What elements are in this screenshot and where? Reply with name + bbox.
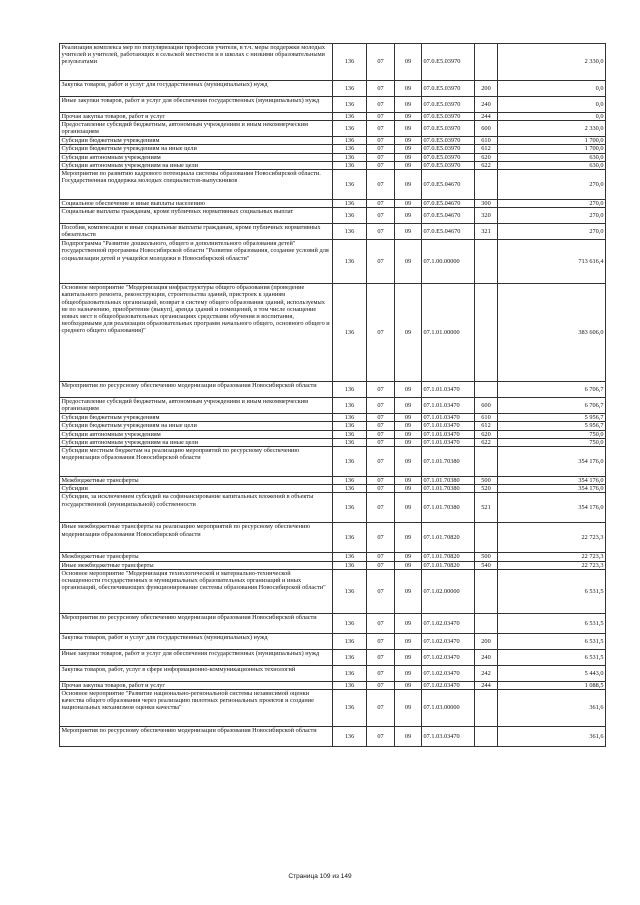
- row-name-cell: Субсидии бюджетным учреждениям: [60, 137, 333, 145]
- table-row: [60, 649, 606, 665]
- target-item-code-cell: 07.0.E5.03970: [422, 44, 475, 81]
- grbs-code-cell: 136: [333, 553, 367, 561]
- grbs-code-cell: 136: [333, 170, 367, 200]
- expense-type-code-cell: 612: [475, 422, 498, 430]
- table-row: [60, 170, 606, 200]
- subsection-code-cell: 09: [395, 224, 422, 240]
- target-item-code-cell: 07.0.E5.04670: [422, 208, 475, 224]
- section-code-cell: 07: [367, 430, 395, 438]
- expense-type-code-cell: [475, 44, 498, 81]
- grbs-code-cell: 136: [333, 447, 367, 477]
- section-code-cell: 07: [367, 224, 395, 240]
- subsection-code-cell: 09: [395, 382, 422, 398]
- section-code-cell: 07: [367, 113, 395, 121]
- amount-cell: 354 176,0: [498, 447, 606, 477]
- row-name-cell: Мероприятия по развитию кадрового потенциала системы образования Новосибирской области. Государственная поддержка молодых специалистов-выпускников: [60, 170, 333, 200]
- section-code-cell: 07: [367, 727, 395, 747]
- budget-table: [59, 43, 606, 747]
- expense-type-code-cell: [475, 240, 498, 284]
- table-row: [60, 569, 606, 613]
- subsection-code-cell: 09: [395, 485, 422, 493]
- amount-cell: 1 088,5: [498, 681, 606, 689]
- grbs-code-cell: 136: [333, 208, 367, 224]
- row-name-cell: Субсидии местным бюджетам на реализацию мероприятий по ресурсному обеспечению модернизации образования Новосибирской области: [60, 447, 333, 477]
- amount-cell: 6 531,5: [498, 633, 606, 649]
- row-name-cell: Межбюджетные трансферты: [60, 477, 333, 485]
- amount-cell: 750,0: [498, 430, 606, 438]
- section-code-cell: 07: [367, 493, 395, 523]
- expense-type-code-cell: [475, 382, 498, 398]
- section-code-cell: 07: [367, 523, 395, 553]
- expense-type-code-cell: 244: [475, 113, 498, 121]
- target-item-code-cell: 07.1.02.03470: [422, 633, 475, 649]
- expense-type-code-cell: 320: [475, 208, 498, 224]
- expense-type-code-cell: 612: [475, 145, 498, 153]
- row-name-cell: Закупка товаров, работ и услуг для государственных (муниципальных) нужд: [60, 81, 333, 97]
- subsection-code-cell: 09: [395, 561, 422, 569]
- target-item-code-cell: 07.1.01.03470: [422, 430, 475, 438]
- grbs-code-cell: 136: [333, 224, 367, 240]
- amount-cell: 630,0: [498, 153, 606, 161]
- table-body: [60, 44, 606, 747]
- target-item-code-cell: 07.1.03.00000: [422, 690, 475, 727]
- grbs-code-cell: 136: [333, 414, 367, 422]
- row-name-cell: Субсидии автономным учреждениям: [60, 430, 333, 438]
- expense-type-code-cell: [475, 727, 498, 747]
- target-item-code-cell: 07.1.01.70820: [422, 553, 475, 561]
- table-row: [60, 240, 606, 284]
- section-code-cell: 07: [367, 161, 395, 169]
- section-code-cell: 07: [367, 44, 395, 81]
- expense-type-code-cell: [475, 613, 498, 633]
- target-item-code-cell: 07.1.01.70820: [422, 561, 475, 569]
- section-code-cell: 07: [367, 633, 395, 649]
- subsection-code-cell: 09: [395, 690, 422, 727]
- section-code-cell: 07: [367, 97, 395, 113]
- amount-cell: 6 531,5: [498, 613, 606, 633]
- amount-cell: 361,6: [498, 727, 606, 747]
- grbs-code-cell: 136: [333, 97, 367, 113]
- subsection-code-cell: 09: [395, 398, 422, 414]
- row-name-cell: Закупка товаров, работ и услуг для государственных (муниципальных) нужд: [60, 633, 333, 649]
- subsection-code-cell: 09: [395, 727, 422, 747]
- table-row: [60, 665, 606, 681]
- subsection-code-cell: 09: [395, 447, 422, 477]
- row-name-cell: Закупка товаров, работ, услуг в сфере информационно-коммуникационных технологий: [60, 665, 333, 681]
- target-item-code-cell: 07.0.E5.03970: [422, 137, 475, 145]
- expense-type-code-cell: 200: [475, 633, 498, 649]
- table-row: [60, 81, 606, 97]
- section-code-cell: 07: [367, 414, 395, 422]
- expense-type-code-cell: [475, 284, 498, 382]
- target-item-code-cell: 07.1.02.03470: [422, 613, 475, 633]
- section-code-cell: 07: [367, 121, 395, 137]
- table-row: [60, 561, 606, 569]
- subsection-code-cell: 09: [395, 81, 422, 97]
- target-item-code-cell: 07.1.01.03470: [422, 398, 475, 414]
- row-name-cell: Предоставление субсидий бюджетным, автономным учреждениям и иным некоммерческим организациям: [60, 121, 333, 137]
- amount-cell: 270,0: [498, 224, 606, 240]
- section-code-cell: 07: [367, 553, 395, 561]
- table-row: [60, 485, 606, 493]
- grbs-code-cell: 136: [333, 113, 367, 121]
- expense-type-code-cell: 500: [475, 553, 498, 561]
- row-name-cell: Субсидии: [60, 485, 333, 493]
- section-code-cell: 07: [367, 398, 395, 414]
- table-row: [60, 145, 606, 153]
- table-row: [60, 438, 606, 446]
- table-row: [60, 44, 606, 81]
- target-item-code-cell: 07.1.02.03470: [422, 649, 475, 665]
- subsection-code-cell: 09: [395, 477, 422, 485]
- target-item-code-cell: 07.1.01.03470: [422, 382, 475, 398]
- subsection-code-cell: 09: [395, 208, 422, 224]
- table-row: [60, 690, 606, 727]
- target-item-code-cell: 07.1.02.03470: [422, 665, 475, 681]
- expense-type-code-cell: 521: [475, 493, 498, 523]
- table-row: [60, 727, 606, 747]
- target-item-code-cell: 07.1.01.03470: [422, 438, 475, 446]
- table-row: [60, 553, 606, 561]
- amount-cell: 0,0: [498, 113, 606, 121]
- table-row: [60, 121, 606, 137]
- table-row: [60, 447, 606, 477]
- expense-type-code-cell: 620: [475, 153, 498, 161]
- row-name-cell: Мероприятия по ресурсному обеспечению модернизации образования Новосибирской области: [60, 613, 333, 633]
- subsection-code-cell: 09: [395, 493, 422, 523]
- grbs-code-cell: 136: [333, 161, 367, 169]
- amount-cell: 1 700,0: [498, 145, 606, 153]
- table-row: [60, 613, 606, 633]
- grbs-code-cell: 136: [333, 398, 367, 414]
- subsection-code-cell: 09: [395, 153, 422, 161]
- table-row: [60, 398, 606, 414]
- subsection-code-cell: 09: [395, 681, 422, 689]
- expense-type-code-cell: 610: [475, 414, 498, 422]
- table-row: [60, 161, 606, 169]
- table-row: [60, 153, 606, 161]
- subsection-code-cell: 09: [395, 438, 422, 446]
- expense-type-code-cell: [475, 523, 498, 553]
- amount-cell: 354 176,0: [498, 485, 606, 493]
- section-code-cell: 07: [367, 485, 395, 493]
- row-name-cell: Прочая закупка товаров, работ и услуг: [60, 113, 333, 121]
- grbs-code-cell: 136: [333, 145, 367, 153]
- expense-type-code-cell: [475, 447, 498, 477]
- expense-type-code-cell: 600: [475, 121, 498, 137]
- section-code-cell: 07: [367, 145, 395, 153]
- target-item-code-cell: 07.1.03.03470: [422, 727, 475, 747]
- row-name-cell: Иные закупки товаров, работ и услуг для обеспечения государственных (муниципальных) нужд: [60, 649, 333, 665]
- table-row: [60, 113, 606, 121]
- row-name-cell: Субсидии автономным учреждениям на иные цели: [60, 161, 333, 169]
- grbs-code-cell: 136: [333, 438, 367, 446]
- expense-type-code-cell: 321: [475, 224, 498, 240]
- target-item-code-cell: 07.0.E5.03970: [422, 161, 475, 169]
- target-item-code-cell: 07.1.01.70820: [422, 523, 475, 553]
- row-name-cell: Основное мероприятие "Развитие национально-региональной системы независимой оценки качества общего образования через реализацию пилотных региональных проектов и создание национальных механизмов оценки качества": [60, 690, 333, 727]
- section-code-cell: 07: [367, 613, 395, 633]
- subsection-code-cell: 09: [395, 240, 422, 284]
- grbs-code-cell: 136: [333, 81, 367, 97]
- amount-cell: 2 330,0: [498, 121, 606, 137]
- table-row: [60, 430, 606, 438]
- section-code-cell: 07: [367, 284, 395, 382]
- amount-cell: 361,6: [498, 690, 606, 727]
- expense-type-code-cell: 622: [475, 161, 498, 169]
- subsection-code-cell: 09: [395, 649, 422, 665]
- expense-type-code-cell: 622: [475, 438, 498, 446]
- subsection-code-cell: 09: [395, 422, 422, 430]
- section-code-cell: 07: [367, 438, 395, 446]
- row-name-cell: Подпрограмма "Развитие дошкольного, общего и дополнительного образования детей" государственной программы Новосибирской области "Развитие образования, создание условий для социализации детей и учащейся молодежи в Новосибирской области": [60, 240, 333, 284]
- section-code-cell: 07: [367, 422, 395, 430]
- section-code-cell: 07: [367, 561, 395, 569]
- target-item-code-cell: 07.0.E5.03970: [422, 97, 475, 113]
- row-name-cell: Пособия, компенсации и иные социальные выплаты гражданам, кроме публичных нормативных обязательств: [60, 224, 333, 240]
- amount-cell: 2 330,0: [498, 44, 606, 81]
- subsection-code-cell: 09: [395, 200, 422, 208]
- target-item-code-cell: 07.0.E5.04670: [422, 200, 475, 208]
- subsection-code-cell: 09: [395, 430, 422, 438]
- expense-type-code-cell: 500: [475, 477, 498, 485]
- subsection-code-cell: 09: [395, 97, 422, 113]
- grbs-code-cell: 136: [333, 422, 367, 430]
- row-name-cell: Прочая закупка товаров, работ и услуг: [60, 681, 333, 689]
- row-name-cell: Мероприятия по ресурсному обеспечению модернизации образования Новосибирской области: [60, 727, 333, 747]
- amount-cell: 0,0: [498, 81, 606, 97]
- row-name-cell: Субсидии бюджетным учреждениям: [60, 414, 333, 422]
- target-item-code-cell: 07.0.E5.03970: [422, 153, 475, 161]
- subsection-code-cell: 09: [395, 553, 422, 561]
- section-code-cell: 07: [367, 649, 395, 665]
- table-row: [60, 477, 606, 485]
- row-name-cell: Социальные выплаты гражданам, кроме публичных нормативных социальных выплат: [60, 208, 333, 224]
- target-item-code-cell: 07.1.02.00000: [422, 569, 475, 613]
- grbs-code-cell: 136: [333, 382, 367, 398]
- grbs-code-cell: 136: [333, 681, 367, 689]
- amount-cell: 22 723,3: [498, 561, 606, 569]
- amount-cell: 270,0: [498, 208, 606, 224]
- section-code-cell: 07: [367, 137, 395, 145]
- table-row: [60, 422, 606, 430]
- table-row: [60, 208, 606, 224]
- row-name-cell: Субсидии бюджетным учреждениям на иные цели: [60, 422, 333, 430]
- table-row: [60, 284, 606, 382]
- subsection-code-cell: 09: [395, 161, 422, 169]
- target-item-code-cell: 07.1.01.70380: [422, 447, 475, 477]
- amount-cell: 6 531,5: [498, 649, 606, 665]
- row-name-cell: Иные межбюджетные трансферты на реализацию мероприятий по ресурсному обеспечению модернизации образования Новосибирской области: [60, 523, 333, 553]
- expense-type-code-cell: 540: [475, 561, 498, 569]
- subsection-code-cell: 09: [395, 44, 422, 81]
- grbs-code-cell: 136: [333, 240, 367, 284]
- section-code-cell: 07: [367, 200, 395, 208]
- row-name-cell: Иные закупки товаров, работ и услуг для обеспечения государственных (муниципальных) нужд: [60, 97, 333, 113]
- expense-type-code-cell: 242: [475, 665, 498, 681]
- expense-type-code-cell: 620: [475, 430, 498, 438]
- amount-cell: 22 723,3: [498, 523, 606, 553]
- target-item-code-cell: 07.1.01.00000: [422, 284, 475, 382]
- target-item-code-cell: 07.0.E5.04670: [422, 224, 475, 240]
- target-item-code-cell: 07.1.01.03470: [422, 422, 475, 430]
- amount-cell: 713 616,4: [498, 240, 606, 284]
- section-code-cell: 07: [367, 447, 395, 477]
- section-code-cell: 07: [367, 208, 395, 224]
- grbs-code-cell: 136: [333, 633, 367, 649]
- amount-cell: 630,0: [498, 161, 606, 169]
- subsection-code-cell: 09: [395, 170, 422, 200]
- grbs-code-cell: 136: [333, 493, 367, 523]
- row-name-cell: Субсидии бюджетным учреждениям на иные цели: [60, 145, 333, 153]
- expense-type-code-cell: 240: [475, 97, 498, 113]
- target-item-code-cell: 07.0.E5.03970: [422, 145, 475, 153]
- table-row: [60, 414, 606, 422]
- grbs-code-cell: 136: [333, 613, 367, 633]
- page-number: Страница 109 из 149: [288, 873, 352, 880]
- row-name-cell: Субсидии, за исключением субсидий на софинансирование капитальных вложений в объекты государственной (муниципальной) собственности: [60, 493, 333, 523]
- grbs-code-cell: 136: [333, 153, 367, 161]
- amount-cell: 270,0: [498, 170, 606, 200]
- row-name-cell: Мероприятия по ресурсному обеспечению модернизации образования Новосибирской области: [60, 382, 333, 398]
- amount-cell: 383 606,0: [498, 284, 606, 382]
- expense-type-code-cell: 520: [475, 485, 498, 493]
- amount-cell: 1 700,0: [498, 137, 606, 145]
- amount-cell: 6 706,7: [498, 398, 606, 414]
- section-code-cell: 07: [367, 81, 395, 97]
- subsection-code-cell: 09: [395, 613, 422, 633]
- target-item-code-cell: 07.1.01.70380: [422, 485, 475, 493]
- grbs-code-cell: 136: [333, 137, 367, 145]
- row-name-cell: Социальное обеспечение и иные выплаты населению: [60, 200, 333, 208]
- target-item-code-cell: 07.0.E5.04670: [422, 170, 475, 200]
- row-name-cell: Реализация комплекса мер по популяризации профессии учителя, в т.ч. меры поддержки молодых учителей и учителей, работающих в сельской местности и в школах с низкими образовательными результатами: [60, 44, 333, 81]
- grbs-code-cell: 136: [333, 121, 367, 137]
- table-row: [60, 382, 606, 398]
- grbs-code-cell: 136: [333, 561, 367, 569]
- target-item-code-cell: 07.1.01.03470: [422, 414, 475, 422]
- amount-cell: 750,0: [498, 438, 606, 446]
- subsection-code-cell: 09: [395, 113, 422, 121]
- expense-type-code-cell: 300: [475, 200, 498, 208]
- row-name-cell: Основное мероприятие "Модернизация инфраструктуры общего образования (проведение капитального ремонта, реконструкции, строительства зданий, пристроек к зданиям общеобразовательных организаций, возврат в систему общего образования зданий, используемых не по назначению, приобретение (выкуп), аренда зданий и помещений, в том числе оснащение новых мест в общеобразовательных организациях средствами обучения и воспитания, необходимыми для реализации образовательных программ начального общего, основного общего и среднего общего образования)": [60, 284, 333, 382]
- target-item-code-cell: 07.0.E5.03970: [422, 113, 475, 121]
- subsection-code-cell: 09: [395, 121, 422, 137]
- table-row: [60, 633, 606, 649]
- subsection-code-cell: 09: [395, 523, 422, 553]
- table-row: [60, 137, 606, 145]
- target-item-code-cell: 07.1.01.70380: [422, 493, 475, 523]
- grbs-code-cell: 136: [333, 430, 367, 438]
- expense-type-code-cell: [475, 569, 498, 613]
- amount-cell: 354 176,0: [498, 477, 606, 485]
- table-row: [60, 224, 606, 240]
- amount-cell: 5 956,7: [498, 422, 606, 430]
- subsection-code-cell: 09: [395, 414, 422, 422]
- amount-cell: 6 531,5: [498, 569, 606, 613]
- row-name-cell: Основное мероприятие "Модернизация технологической и материально-технической оснащенности государственных и муниципальных образовательных организаций и иных организаций, обеспечивающих функционирование системы образования Новосибирской области": [60, 569, 333, 613]
- target-item-code-cell: 07.1.00.00000: [422, 240, 475, 284]
- table-row: [60, 681, 606, 689]
- expense-type-code-cell: 600: [475, 398, 498, 414]
- amount-cell: 6 706,7: [498, 382, 606, 398]
- subsection-code-cell: 09: [395, 284, 422, 382]
- row-name-cell: Субсидии автономным учреждениям на иные цели: [60, 438, 333, 446]
- target-item-code-cell: 07.0.E5.03970: [422, 81, 475, 97]
- grbs-code-cell: 136: [333, 485, 367, 493]
- expense-type-code-cell: 244: [475, 681, 498, 689]
- amount-cell: 270,0: [498, 200, 606, 208]
- grbs-code-cell: 136: [333, 200, 367, 208]
- expense-type-code-cell: 610: [475, 137, 498, 145]
- table-row: [60, 97, 606, 113]
- table-row: [60, 493, 606, 523]
- grbs-code-cell: 136: [333, 665, 367, 681]
- section-code-cell: 07: [367, 382, 395, 398]
- section-code-cell: 07: [367, 681, 395, 689]
- section-code-cell: 07: [367, 477, 395, 485]
- grbs-code-cell: 136: [333, 727, 367, 747]
- grbs-code-cell: 136: [333, 690, 367, 727]
- amount-cell: 5 956,7: [498, 414, 606, 422]
- table-row: [60, 200, 606, 208]
- expense-type-code-cell: [475, 170, 498, 200]
- section-code-cell: 07: [367, 569, 395, 613]
- grbs-code-cell: 136: [333, 523, 367, 553]
- expense-type-code-cell: 240: [475, 649, 498, 665]
- amount-cell: 354 176,0: [498, 493, 606, 523]
- subsection-code-cell: 09: [395, 137, 422, 145]
- grbs-code-cell: 136: [333, 649, 367, 665]
- target-item-code-cell: 07.0.E5.03970: [422, 121, 475, 137]
- subsection-code-cell: 09: [395, 665, 422, 681]
- target-item-code-cell: 07.1.01.70380: [422, 477, 475, 485]
- subsection-code-cell: 09: [395, 569, 422, 613]
- amount-cell: 5 443,0: [498, 665, 606, 681]
- section-code-cell: 07: [367, 690, 395, 727]
- amount-cell: 0,0: [498, 97, 606, 113]
- grbs-code-cell: 136: [333, 284, 367, 382]
- row-name-cell: Межбюджетные трансферты: [60, 553, 333, 561]
- expense-type-code-cell: [475, 690, 498, 727]
- grbs-code-cell: 136: [333, 569, 367, 613]
- section-code-cell: 07: [367, 665, 395, 681]
- row-name-cell: Субсидии автономным учреждениям: [60, 153, 333, 161]
- subsection-code-cell: 09: [395, 633, 422, 649]
- subsection-code-cell: 09: [395, 145, 422, 153]
- row-name-cell: Иные межбюджетные трансферты: [60, 561, 333, 569]
- grbs-code-cell: 136: [333, 44, 367, 81]
- table-row: [60, 523, 606, 553]
- section-code-cell: 07: [367, 240, 395, 284]
- section-code-cell: 07: [367, 170, 395, 200]
- expense-type-code-cell: 200: [475, 81, 498, 97]
- target-item-code-cell: 07.1.02.03470: [422, 681, 475, 689]
- amount-cell: 22 723,3: [498, 553, 606, 561]
- grbs-code-cell: 136: [333, 477, 367, 485]
- row-name-cell: Предоставление субсидий бюджетным, автономным учреждениям и иным некоммерческим организациям: [60, 398, 333, 414]
- section-code-cell: 07: [367, 153, 395, 161]
